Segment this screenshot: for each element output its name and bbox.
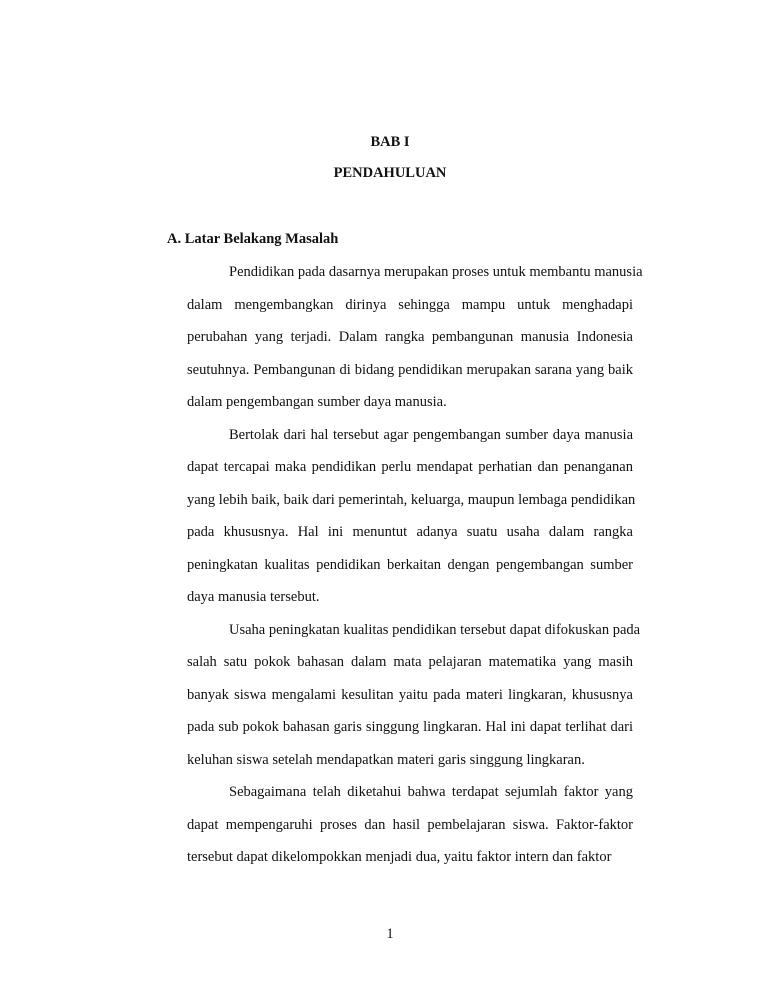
- section-heading: A. Latar Belakang Masalah: [167, 231, 339, 247]
- paragraph-line: Usaha peningkatan kualitas pendidikan tersebut dapat difokuskan pada: [229, 621, 641, 638]
- paragraph-line: dalam pengembangan sumber daya manusia.: [187, 394, 447, 410]
- paragraph-line: daya manusia tersebut.: [187, 589, 320, 605]
- paragraph-line: tersebut dapat dikelompokkan menjadi dua, yaitu faktor intern dan faktor: [187, 849, 612, 865]
- paragraph-line: yang lebih baik, baik dari pemerintah, keluarga, maupun lembaga pendidikan: [187, 491, 636, 508]
- paragraph-line: seutuhnya. Pembangunan di bidang pendidikan merupakan sarana yang baik: [187, 361, 633, 378]
- paragraph-line: Pendidikan pada dasarnya merupakan proses untuk membantu manusia: [229, 264, 643, 280]
- page-number: 1: [386, 926, 394, 942]
- chapter-title: PENDAHULUAN: [333, 165, 447, 181]
- chapter-number: BAB I: [370, 134, 410, 150]
- paragraph-line: peningkatan kualitas pendidikan berkaitan dengan pengembangan sumber: [187, 556, 633, 573]
- paragraph-line: dapat mempengaruhi proses dan hasil pembelajaran siswa. Faktor-faktor: [187, 816, 633, 833]
- paragraph-line: Sebagaimana telah diketahui bahwa terdapat sejumlah faktor yang: [229, 784, 633, 800]
- paragraph-line: salah satu pokok bahasan dalam mata pelajaran matematika yang masih: [187, 654, 633, 670]
- paragraph-line: pada khususnya. Hal ini menuntut adanya suatu usaha dalam rangka: [187, 524, 633, 540]
- paragraph-line: pada sub pokok bahasan garis singgung lingkaran. Hal ini dapat terlihat dari: [187, 719, 633, 735]
- paragraph-line: keluhan siswa setelah mendapatkan materi garis singgung lingkaran.: [187, 751, 585, 768]
- paragraph-line: Bertolak dari hal tersebut agar pengembangan sumber daya manusia: [229, 426, 633, 443]
- paragraph-line: dalam mengembangkan dirinya sehingga mampu untuk menghadapi: [187, 296, 633, 313]
- paragraph-line: dapat tercapai maka pendidikan perlu mendapat perhatian dan penanganan: [187, 459, 633, 475]
- paragraph-line: banyak siswa mengalami kesulitan yaitu pada materi lingkaran, khususnya: [187, 686, 633, 703]
- paragraph-line: perubahan yang terjadi. Dalam rangka pembangunan manusia Indonesia: [187, 329, 633, 345]
